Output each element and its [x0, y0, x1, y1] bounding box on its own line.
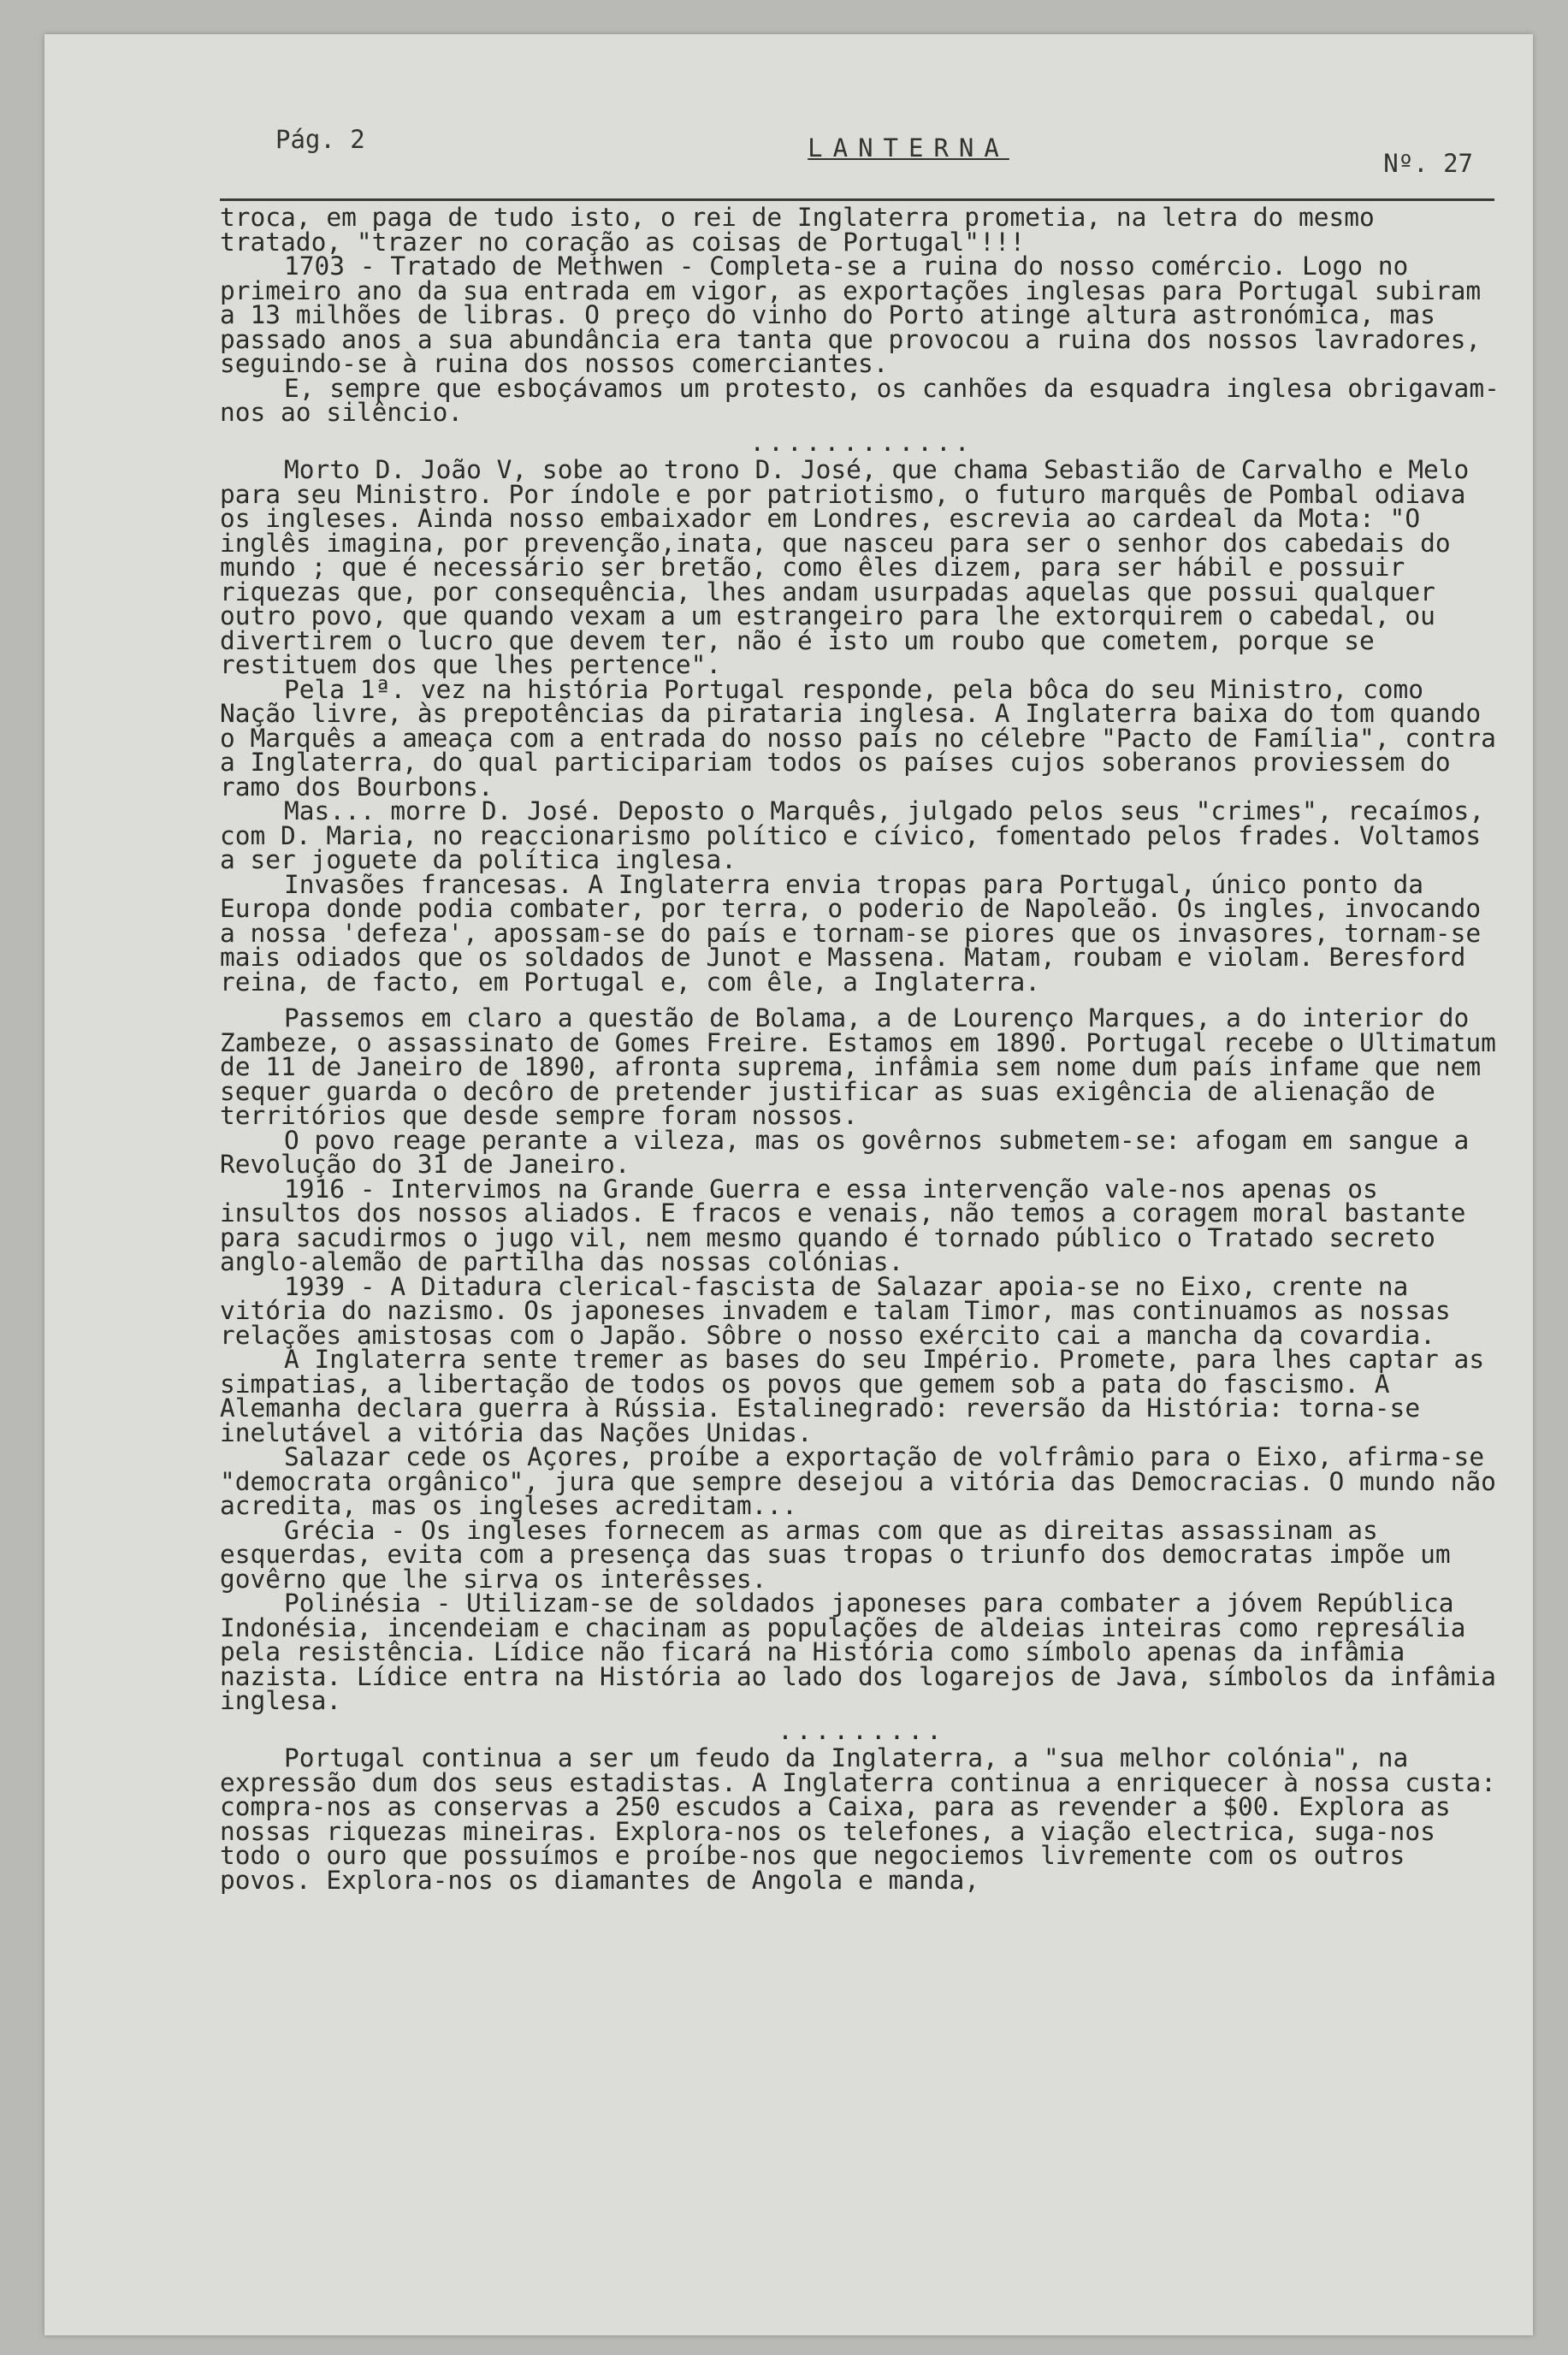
paragraph: Portugal continua a ser um feudo da Inglaterra, a "sua melhor colónia", na expressão dum dos seus estadistas. A Inglaterra continua a enriquecer à nossa custa: compra-nos as conservas a 250 escudos a Caixa, para as revender a $00. Explora as nossas riquezas mineiras. Explora-nos os telefones, a viação electrica, suga-nos todo o ouro que possuímos e proíbe-nos que negociemos livremente com os outros povos. Explora-nos os diamantes de Angola e manda,: [220, 1743, 1512, 1895]
page-content: [173, 94, 1512, 1895]
header-rule: [220, 198, 1494, 201]
paragraph: E, sempre que esboçávamos um protesto, os canhões da esquadra inglesa obrigavam-nos ao silêncio.: [220, 373, 1500, 427]
document-page: [44, 34, 1533, 2335]
page-number: Pág. 2: [275, 125, 365, 154]
paragraph: 1916 - Intervimos na Grande Guerra e essa intervenção vale-nos apenas os insultos dos nossos aliados. E fracos e venais, não temos a coragem moral bastante para sacudirmos o jugo vil, nem mesmo quando é tornado público o Tratado secreto anglo-alemão de partilha das nossas colónias.: [220, 1174, 1482, 1276]
paragraph: Polinésia - Utilizam-se de soldados japoneses para combater a jóvem República Indonésia, incendeiam e chacinam as populações de aldeias inteiras como represália pela resistência. Lídice não ficará na História como símbolo apenas da infâmia nazista. Lídice entra na História ao lado dos logarejos de Java, símbolos da infâmia inglesa.: [220, 1589, 1512, 1715]
paragraph: Passemos em claro a questão de Bolama, a de Lourenço Marques, a do interior do Zambeze, o assassinato de Gomes Freire. Estamos em 1890. Portugal recebe o Ultimatum de 11 de Janeiro de 1890, afronta suprema, infâmia sem nome dum país infame que nem sequer guarda o decôro de pretender justificar as suas exigência de alienação de territórios que desde sempre foram nossos.: [220, 1003, 1512, 1130]
paragraph: Pela 1ª. vez na história Portugal responde, pela bôca do seu Ministro, como Nação livre, às prepotências da pirataria inglesa. A Inglaterra baixa do tom quando o Marquês a ameaça com a entrada do nosso país no célebre "Pacto de Família", contra a Inglaterra, do qual participariam todos os países cujos soberanos proviessem do ramo dos Bourbons.: [220, 674, 1512, 802]
section-separator: ............: [749, 427, 973, 457]
paragraph: 1703 - Tratado de Methwen - Completa-se a ruina do nosso comércio. Logo no primeiro ano da sua entrada em vigor, as exportações inglesas para Portugal subiram a 13 milhões de libras. O preço do vinho do Porto atinge altura astronómica, mas passado anos a sua abundância era tanta que provocou a ruina dos nossos lavradores, seguindo-se à ruina dos nossos comerciantes.: [220, 251, 1496, 378]
paragraph: Grécia - Os ingleses fornecem as armas com que as direitas assassinam as esquerdas, evita com a presença das suas tropas o triunfo dos democratas impõe um govêrno que lhe sirva os interêsses.: [220, 1515, 1466, 1594]
section-separator: .........: [778, 1715, 945, 1745]
page-header: [173, 94, 1507, 178]
newspaper-title: LANTERNA: [808, 133, 1009, 163]
article-body: [220, 203, 1512, 1895]
paragraph: troca, em paga de tudo isto, o rei de Inglaterra prometia, na letra do mesmo tratado, "trazer no coração as coisas de Portugal"!!!: [220, 203, 1390, 257]
paragraph: A Inglaterra sente tremer as bases do seu Império. Promete, para lhes captar as simpatias, a libertação de todos os povos que gemem sob a pata do fascismo. A Alemanha declara guerra à Rússia. Estalinegrado: reversão da História: torna-se inelutável a vitória das Nações Unidas.: [220, 1345, 1500, 1447]
paragraph: O povo reage perante a vileza, mas os govêrnos submetem-se: afogam em sangue a Revolução do 31 de Janeiro.: [220, 1125, 1485, 1179]
paragraph: 1939 - A Ditadura clerical-fascista de Salazar apoia-se no Eixo, crente na vitória do nazismo. Os japoneses invadem e talam Timor, mas continuamos as nossas relações amistosas com o Japão. Sôbre o nosso exército cai a mancha da covardia.: [220, 1271, 1466, 1350]
paragraph: Invasões francesas. A Inglaterra envia tropas para Portugal, único ponto da Europa donde podia combater, por terra, o poderio de Napoleão. Os ingles, invocando a nossa 'defeza', apossam-se do país e tornam-se piores que os invasores, tornam-se mais odiados que os soldados de Junot e Massena. Matam, roubam e violam. Beresford reina, de facto, em Portugal e, com êle, a Inglaterra.: [220, 869, 1496, 997]
paragraph: Morto D. João V, sobe ao trono D. José, que chama Sebastião de Carvalho e Melo para seu Ministro. Por índole e por patriotismo, o futuro marquês de Pombal odiava os ingleses. Ainda nosso embaixador em Londres, escrevia ao cardeal da Mota: "O inglês imagina, por prevenção,inata, que nasceu para ser o senhor dos cabedais do mundo ; que é necessário ser bretão, como êles dizem, para ser hábil e possuir riquezas que, por consequência, lhes andam usurpadas aquelas que possui qualquer outro povo, que quando vexam a um estrangeiro para lhe extorquirem o cabedal, ou divertirem o lucro que devem ter, não é isto um roubo que cometem, porque se restituem dos que lhes pertence".: [220, 455, 1485, 679]
issue-number: Nº. 27: [1383, 149, 1473, 178]
paragraph: Mas... morre D. José. Deposto o Marquês, julgado pelos seus "crimes", recaímos, com D. Maria, no reaccionarismo político e cívico, fomentado pelos frades. Voltamos a ser joguete da política inglesa.: [220, 796, 1500, 874]
paragraph: Salazar cede os Açores, proíbe a exportação de volfrâmio para o Eixo, afirma-se "democrata orgânico", jura que sempre desejou a vitória das Democracias. O mundo não acredita, mas os ingleses acreditam...: [220, 1442, 1512, 1520]
